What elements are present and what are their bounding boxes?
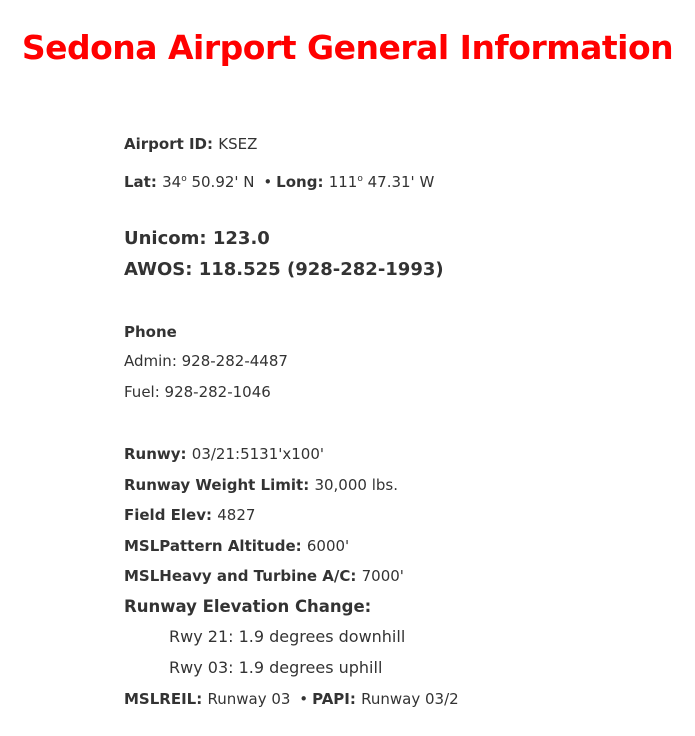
phone-heading: Phone — [124, 323, 177, 341]
heavy-turbine-row: MSLHeavy and Turbine A/C: 7000' — [124, 567, 404, 585]
reil-value: Runway 03 — [207, 690, 291, 708]
papi-label: PAPI — [312, 690, 350, 708]
fuel-label: Fuel — [124, 383, 155, 401]
admin-value: 928-282-4487 — [181, 352, 288, 370]
lat-degree-mark: o — [181, 174, 187, 184]
fuel-value: 928-282-1046 — [164, 383, 271, 401]
runwy-label: Runwy — [124, 445, 181, 463]
lat-minutes: 50.92' N — [186, 173, 255, 191]
reil-label: MSLREIL — [124, 690, 197, 708]
long-label: Long — [276, 173, 318, 191]
reil-separator: • — [299, 690, 309, 708]
unicom-value: 123.0 — [212, 228, 270, 249]
lat-label: Lat — [124, 173, 151, 191]
elev-value: 4827 — [217, 506, 256, 524]
runwy-value: 03/21:5131'x100' — [191, 445, 324, 463]
unicom-row: Unicom: 123.0 — [124, 228, 270, 249]
weight-limit-row: Runway Weight Limit: 30,000 lbs. — [124, 476, 398, 494]
heavy-value: 7000' — [361, 567, 404, 585]
pattern-value: 6000' — [306, 537, 350, 555]
field-elev-row: Field Elev: 4827 — [124, 506, 256, 524]
long-degrees: 111 — [328, 173, 358, 191]
weight-value: 30,000 lbs. — [314, 476, 398, 494]
unicom-label: Unicom — [124, 228, 200, 249]
coord-separator: • — [263, 173, 273, 191]
airport-id-value: KSEZ — [218, 135, 258, 153]
admin-phone-row: Admin: 928-282-4487 — [124, 352, 288, 370]
page-title: Sedona Airport General Information — [21, 28, 674, 67]
runway-row: Runwy: 03/21:5131'x100' — [124, 445, 324, 463]
papi-value: Runway 03/2 — [361, 690, 459, 708]
lat-degrees: 34 — [162, 173, 182, 191]
rwy03-change: Rwy 03: 1.9 degrees uphill — [169, 658, 383, 677]
reil-papi-row: MSLREIL: Runway 03 • PAPI: Runway 03/2 — [124, 690, 459, 708]
long-degree-mark: o — [357, 174, 363, 184]
rwy21-change: Rwy 21: 1.9 degrees downhill — [169, 627, 406, 646]
pattern-label: MSLPattern Altitude — [124, 537, 296, 555]
elevation-change-heading: Runway Elevation Change: — [124, 597, 372, 616]
awos-row: AWOS: 118.525 (928-282-1993) — [124, 259, 444, 280]
airport-id-row: Airport ID: KSEZ — [124, 135, 258, 153]
airport-id-label: Airport ID — [124, 135, 208, 153]
coordinates-row: Lat: 34$^o$ 50.92' N • Long: 111$^o$ 47.31' W — [124, 173, 435, 191]
weight-label: Runway Weight Limit — [124, 476, 304, 494]
heavy-label: MSLHeavy and Turbine A/C — [124, 567, 351, 585]
long-minutes: 47.31' W — [362, 173, 435, 191]
fuel-phone-row: Fuel: 928-282-1046 — [124, 383, 271, 401]
elev-label: Field Elev — [124, 506, 207, 524]
pattern-altitude-row: MSLPattern Altitude: 6000' — [124, 537, 350, 555]
admin-label: Admin — [124, 352, 172, 370]
awos-value: 118.525 (928-282-1993) — [198, 259, 444, 280]
awos-label: AWOS — [124, 259, 186, 280]
